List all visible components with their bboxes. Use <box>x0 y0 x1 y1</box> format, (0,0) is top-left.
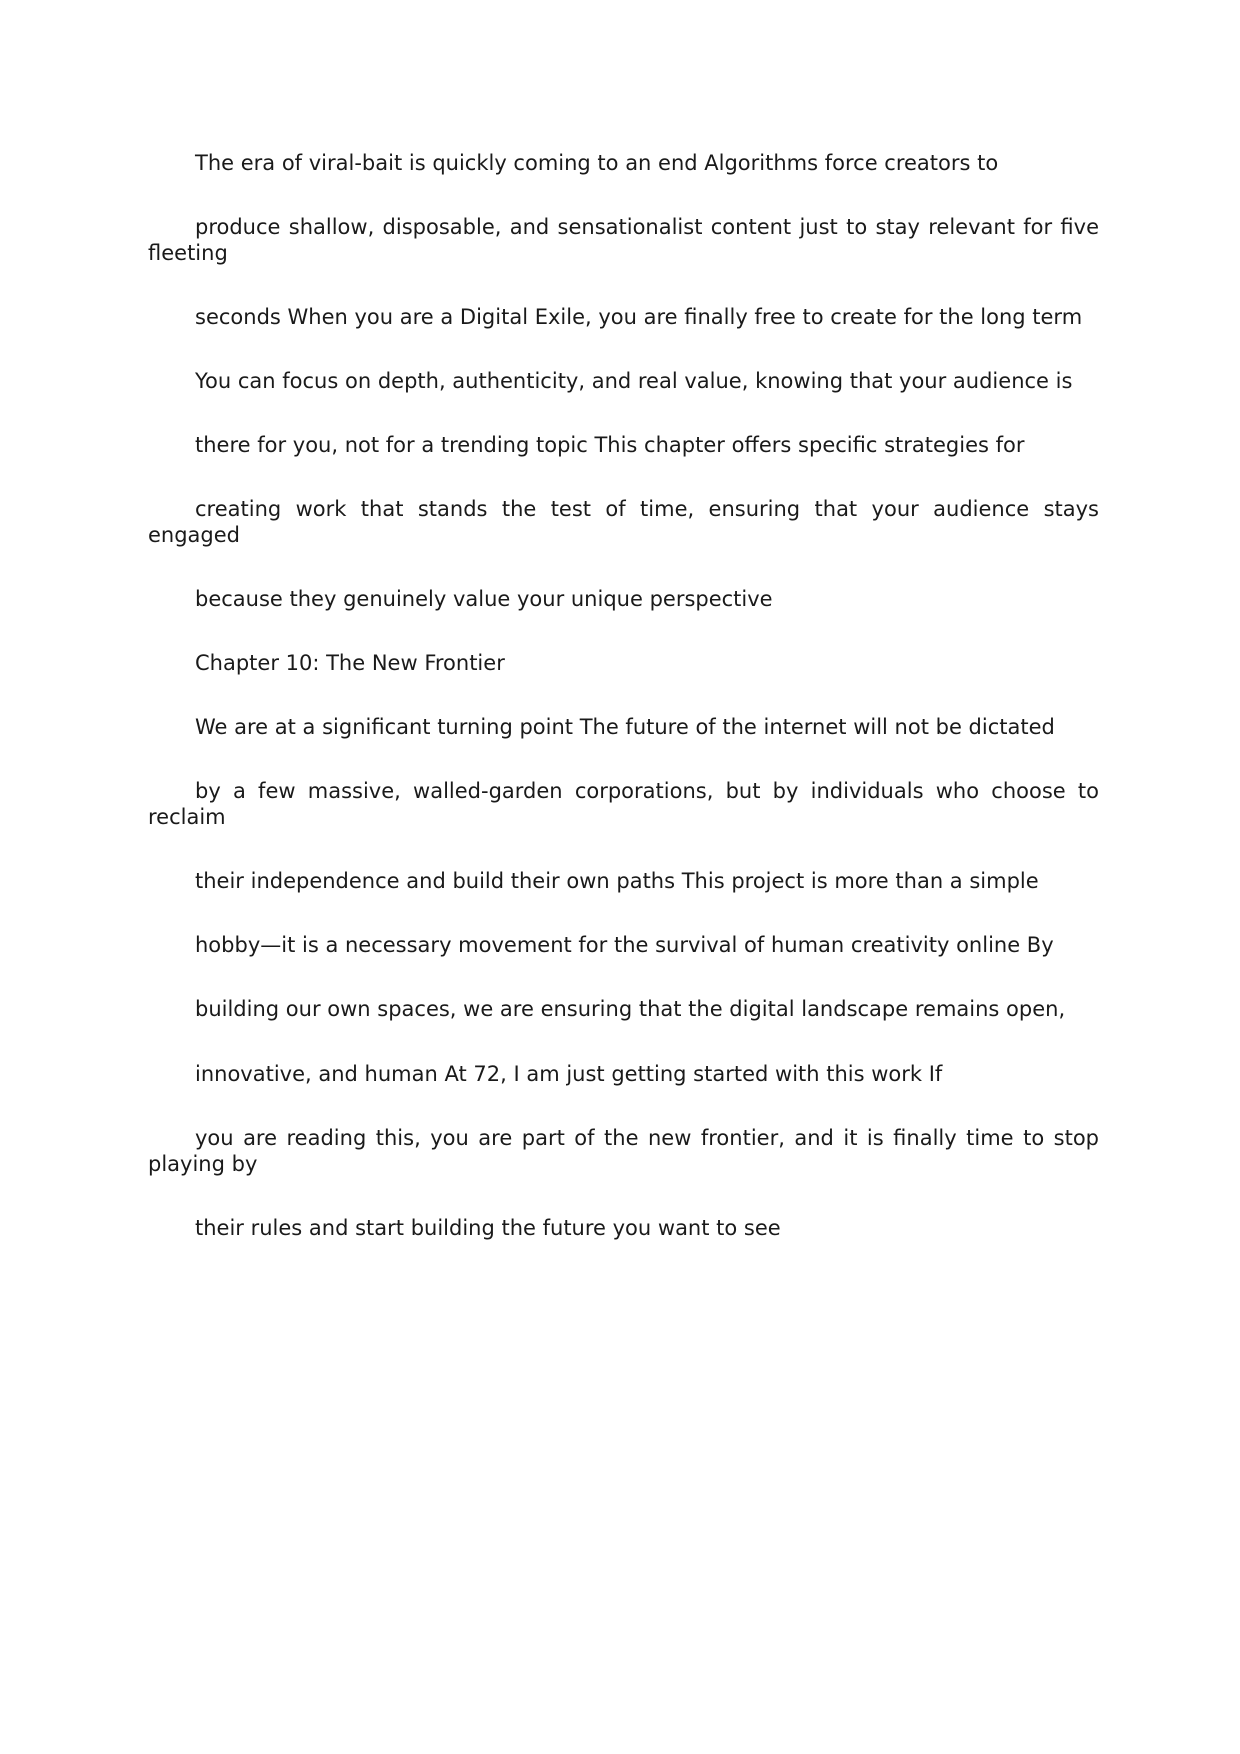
text-line: You can focus on depth, authenticity, and real value, knowing that your audience is <box>195 369 1073 394</box>
body-text <box>148 150 1099 1279</box>
text-line: produce shallow, disposable, and sensationalist content just to stay relevant for five fleeting <box>148 215 1099 266</box>
text-line: innovative, and human At 72, I am just getting started with this work If <box>195 1061 943 1086</box>
text-line: there for you, not for a trending topic This chapter offers specific strategies for <box>195 433 1025 458</box>
text-line: We are at a significant turning point The future of the internet will not be dictated <box>195 715 1055 740</box>
text-line: their rules and start building the future you want to see <box>195 1215 781 1240</box>
text-line: because they genuinely value your unique perspective <box>195 587 773 612</box>
text-line: seconds When you are a Digital Exile, you are finally free to create for the long term <box>195 305 1083 330</box>
chapter-heading: Chapter 10: The New Frontier <box>195 651 505 676</box>
text-line: building our own spaces, we are ensuring that the digital landscape remains open, <box>195 997 1066 1022</box>
text-line: The era of viral-bait is quickly coming to an end Algorithms force creators to <box>195 151 999 175</box>
text-line: you are reading this, you are part of the new frontier, and it is finally time to stop playing by <box>148 1125 1099 1176</box>
text-line: hobby—it is a necessary movement for the survival of human creativity online By <box>195 933 1054 958</box>
text-line: by a few massive, walled-garden corporations, but by individuals who choose to reclaim <box>148 779 1099 830</box>
text-line: their independence and build their own paths This project is more than a simple <box>195 869 1039 894</box>
text-line: creating work that stands the test of time, ensuring that your audience stays engaged <box>148 497 1099 548</box>
